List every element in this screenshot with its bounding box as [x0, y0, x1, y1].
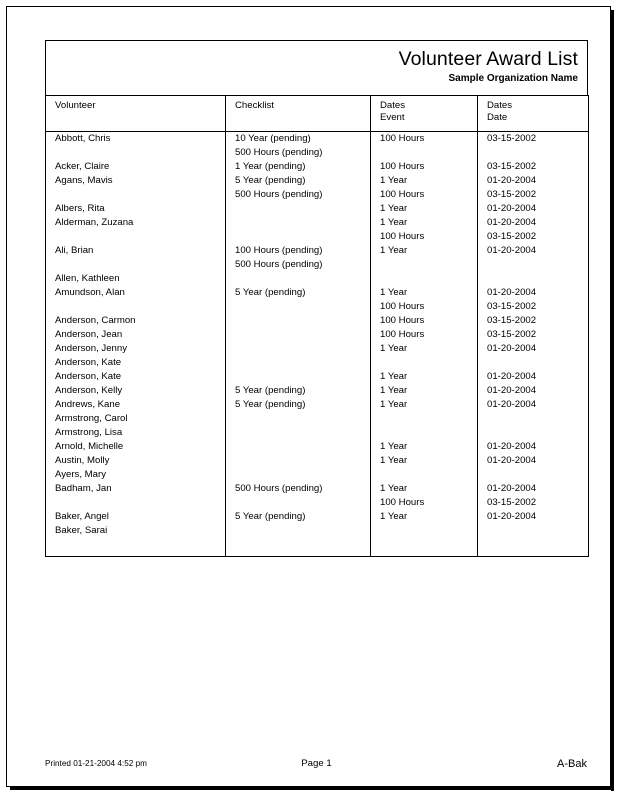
cell-event-line: 1 Year [380, 287, 408, 298]
cell-event [371, 370, 478, 384]
cell-date [478, 454, 589, 468]
cell-checklist-line: 100 Hours (pending) [235, 245, 323, 256]
cell-volunteer [46, 426, 226, 440]
table-body [46, 132, 589, 557]
cell-date-line: 01-20-2004 [487, 287, 537, 298]
cell-checklist-line: 5 Year (pending) [235, 399, 306, 410]
cell-volunteer [46, 482, 226, 510]
cell-volunteer-line: Anderson, Kate [55, 371, 122, 382]
cell-date-line: 01-20-2004 [487, 203, 537, 214]
cell-checklist [226, 356, 371, 370]
title-block [45, 40, 588, 95]
cell-checklist [226, 454, 371, 468]
cell-volunteer-line: Allen, Kathleen [55, 273, 120, 284]
cell-date [478, 412, 589, 426]
cell-date [478, 244, 589, 272]
cell-event [371, 342, 478, 356]
column-header-date [478, 96, 589, 132]
cell-volunteer [46, 202, 226, 216]
cell-checklist [226, 244, 371, 272]
footer-name-range: A-Bak [557, 758, 587, 770]
cell-checklist [226, 132, 371, 161]
cell-event [371, 482, 478, 510]
cell-date [478, 426, 589, 440]
cell-event [371, 272, 478, 286]
cell-date [478, 398, 589, 412]
cell-volunteer [46, 440, 226, 454]
table-bottom-edge-cell [478, 538, 589, 557]
cell-date-line: 03-15-2002 [487, 497, 537, 508]
cell-event-line: 1 Year [380, 511, 408, 522]
table-bottom-edge-cell [371, 538, 478, 557]
cell-volunteer [46, 398, 226, 412]
cell-date-line: 01-20-2004 [487, 511, 537, 522]
cell-date-line: 01-20-2004 [487, 441, 537, 452]
cell-date [478, 286, 589, 314]
cell-event [371, 216, 478, 244]
cell-event-line: 1 Year [380, 455, 408, 466]
cell-date [478, 174, 589, 202]
cell-date [478, 370, 589, 384]
cell-event [371, 314, 478, 328]
cell-volunteer [46, 342, 226, 356]
cell-date [478, 440, 589, 454]
cell-date [478, 132, 589, 161]
cell-volunteer-line: Austin, Molly [55, 455, 110, 466]
cell-date-line: 01-20-2004 [487, 217, 537, 228]
cell-volunteer-line: Amundson, Alan [55, 287, 125, 298]
cell-date-line: 03-15-2002 [487, 189, 537, 200]
footer-page-number: Page 1 [301, 758, 332, 769]
cell-date [478, 384, 589, 398]
cell-date [478, 510, 589, 524]
cell-checklist [226, 482, 371, 510]
table-row [46, 384, 589, 398]
cell-checklist [226, 370, 371, 384]
cell-event [371, 398, 478, 412]
cell-volunteer-line: Anderson, Kelly [55, 385, 123, 396]
cell-date [478, 524, 589, 538]
cell-volunteer-line: Badham, Jan [55, 483, 112, 494]
cell-event-line: 1 Year [380, 217, 408, 228]
report-body [45, 40, 588, 557]
table-row [46, 314, 589, 328]
table-row [46, 440, 589, 454]
page-footer [45, 757, 588, 771]
cell-volunteer-line: Anderson, Jean [55, 329, 123, 340]
organization-name: Sample Organization Name [448, 73, 578, 84]
cell-date-line: 01-20-2004 [487, 175, 537, 186]
cell-date-line: 01-20-2004 [487, 455, 537, 466]
cell-event-line: 1 Year [380, 203, 408, 214]
cell-event-line: 100 Hours [380, 189, 425, 200]
page-shadow-bottom [10, 787, 614, 790]
cell-event [371, 244, 478, 272]
cell-checklist [226, 342, 371, 356]
cell-checklist [226, 328, 371, 342]
cell-checklist [226, 272, 371, 286]
cell-event [371, 160, 478, 174]
table-bottom-edge-cell [46, 538, 226, 557]
cell-volunteer [46, 174, 226, 202]
table-row [46, 524, 589, 538]
cell-volunteer-line: Armstrong, Lisa [55, 427, 123, 438]
table-row [46, 216, 589, 244]
cell-event-line: 1 Year [380, 399, 408, 410]
cell-volunteer-line: Agans, Mavis [55, 175, 113, 186]
table-row [46, 370, 589, 384]
cell-event [371, 454, 478, 468]
cell-checklist [226, 524, 371, 538]
table-row [46, 174, 589, 202]
table-row [46, 412, 589, 426]
cell-volunteer [46, 370, 226, 384]
cell-date-line: 01-20-2004 [487, 343, 537, 354]
cell-date [478, 328, 589, 342]
cell-checklist [226, 440, 371, 454]
cell-date [478, 314, 589, 328]
cell-event-line: 1 Year [380, 371, 408, 382]
cell-volunteer-line: Ayers, Mary [55, 469, 106, 480]
table-row [46, 454, 589, 468]
cell-event-line: 1 Year [380, 441, 408, 452]
cell-date [478, 356, 589, 370]
cell-volunteer-line: Abbott, Chris [55, 133, 111, 144]
cell-checklist-line: 500 Hours (pending) [235, 483, 323, 494]
cell-date [478, 272, 589, 286]
table-row [46, 202, 589, 216]
table-row [46, 510, 589, 524]
column-header-event-line2: Event [380, 112, 405, 123]
cell-checklist-line: 5 Year (pending) [235, 385, 306, 396]
cell-event [371, 202, 478, 216]
cell-checklist [226, 398, 371, 412]
cell-volunteer [46, 314, 226, 328]
cell-checklist [226, 160, 371, 174]
table-row [46, 286, 589, 314]
volunteer-award-table [45, 95, 589, 557]
cell-volunteer-line: Armstrong, Carol [55, 413, 128, 424]
cell-event-line: 1 Year [380, 385, 408, 396]
cell-date-line: 01-20-2004 [487, 483, 537, 494]
cell-checklist [226, 286, 371, 314]
cell-date [478, 342, 589, 356]
cell-date [478, 216, 589, 244]
cell-event [371, 524, 478, 538]
cell-volunteer-line: Ali, Brian [55, 245, 94, 256]
table-bottom-edge-cell [226, 538, 371, 557]
cell-event [371, 440, 478, 454]
column-header-event [371, 96, 478, 132]
page-title: Volunteer Award List [398, 48, 578, 70]
cell-event [371, 468, 478, 482]
cell-event [371, 132, 478, 161]
cell-checklist [226, 216, 371, 244]
column-header-volunteer [46, 96, 226, 132]
table-row [46, 342, 589, 356]
cell-checklist [226, 510, 371, 524]
cell-checklist [226, 174, 371, 202]
column-header-volunteer-label: Volunteer [55, 100, 96, 111]
cell-date-line: 03-15-2002 [487, 161, 537, 172]
cell-volunteer-line: Albers, Rita [55, 203, 105, 214]
cell-checklist-line: 1 Year (pending) [235, 161, 306, 172]
cell-checklist-line: 5 Year (pending) [235, 287, 306, 298]
cell-event-line: 100 Hours [380, 161, 425, 172]
cell-volunteer [46, 356, 226, 370]
cell-volunteer [46, 244, 226, 272]
cell-date-line: 03-15-2002 [487, 231, 537, 242]
cell-volunteer-line: Baker, Angel [55, 511, 109, 522]
cell-checklist [226, 202, 371, 216]
table-row [46, 272, 589, 286]
cell-event [371, 426, 478, 440]
cell-event-line: 1 Year [380, 343, 408, 354]
table-row [46, 482, 589, 510]
cell-event [371, 286, 478, 314]
cell-date-line: 01-20-2004 [487, 371, 537, 382]
column-header-date-line1: Dates [487, 100, 513, 111]
cell-date-line: 01-20-2004 [487, 399, 537, 410]
table-row [46, 244, 589, 272]
cell-volunteer [46, 510, 226, 524]
table-row [46, 468, 589, 482]
cell-volunteer [46, 384, 226, 398]
cell-date-line: 03-15-2002 [487, 329, 537, 340]
cell-checklist-line: 5 Year (pending) [235, 511, 306, 522]
cell-event [371, 328, 478, 342]
cell-checklist-line: 500 Hours (pending) [235, 147, 323, 158]
cell-event-line: 100 Hours [380, 315, 425, 326]
cell-volunteer-line: Andrews, Kane [55, 399, 121, 410]
page-shadow-right [611, 10, 614, 791]
table-row [46, 426, 589, 440]
cell-date-line: 03-15-2002 [487, 133, 537, 144]
cell-event-line: 100 Hours [380, 133, 425, 144]
cell-checklist [226, 314, 371, 328]
cell-volunteer [46, 132, 226, 161]
cell-event-line: 100 Hours [380, 329, 425, 340]
cell-event [371, 412, 478, 426]
cell-event-line: 100 Hours [380, 231, 425, 242]
cell-event [371, 356, 478, 370]
cell-volunteer [46, 468, 226, 482]
cell-event [371, 384, 478, 398]
cell-event [371, 174, 478, 202]
cell-checklist [226, 412, 371, 426]
cell-date-line: 03-15-2002 [487, 301, 537, 312]
cell-volunteer-line: Acker, Claire [55, 161, 110, 172]
cell-checklist [226, 384, 371, 398]
cell-volunteer-line: Arnold, Michelle [55, 441, 124, 452]
cell-volunteer-line: Anderson, Kate [55, 357, 122, 368]
page-sheet [6, 6, 611, 787]
cell-volunteer [46, 286, 226, 314]
column-header-checklist-label: Checklist [235, 100, 274, 111]
cell-volunteer [46, 216, 226, 244]
cell-volunteer [46, 272, 226, 286]
table-row [46, 160, 589, 174]
cell-checklist [226, 468, 371, 482]
footer-printed-timestamp: Printed 01-21-2004 4:52 pm [45, 759, 147, 768]
cell-volunteer [46, 412, 226, 426]
cell-date [478, 482, 589, 510]
cell-volunteer-line: Anderson, Jenny [55, 343, 127, 354]
cell-checklist-line: 500 Hours (pending) [235, 259, 323, 270]
table-row [46, 132, 589, 161]
cell-event [371, 510, 478, 524]
cell-date [478, 468, 589, 482]
cell-event-line: 1 Year [380, 175, 408, 186]
table-header [46, 96, 589, 132]
cell-volunteer [46, 328, 226, 342]
cell-event-line: 100 Hours [380, 301, 425, 312]
cell-volunteer-line: Anderson, Carmon [55, 315, 136, 326]
table-row [46, 328, 589, 342]
cell-checklist-line: 500 Hours (pending) [235, 189, 323, 200]
column-header-event-line1: Dates [380, 100, 406, 111]
cell-event-line: 1 Year [380, 245, 408, 256]
table-header-row [46, 96, 589, 132]
cell-date-line: 01-20-2004 [487, 385, 537, 396]
table-row [46, 398, 589, 412]
cell-checklist-line: 5 Year (pending) [235, 175, 306, 186]
table-bottom-edge [46, 538, 589, 557]
cell-volunteer-line: Alderman, Zuzana [55, 217, 134, 228]
cell-event-line: 1 Year [380, 483, 408, 494]
column-header-date-line2: Date [487, 112, 508, 123]
column-header-checklist [226, 96, 371, 132]
cell-date [478, 202, 589, 216]
cell-checklist-line: 10 Year (pending) [235, 133, 311, 144]
cell-volunteer-line: Baker, Sarai [55, 525, 108, 536]
cell-date-line: 01-20-2004 [487, 245, 537, 256]
cell-date [478, 160, 589, 174]
cell-volunteer [46, 160, 226, 174]
table-row [46, 356, 589, 370]
cell-volunteer [46, 524, 226, 538]
cell-date-line: 03-15-2002 [487, 315, 537, 326]
cell-volunteer [46, 454, 226, 468]
cell-event-line: 100 Hours [380, 497, 425, 508]
cell-checklist [226, 426, 371, 440]
